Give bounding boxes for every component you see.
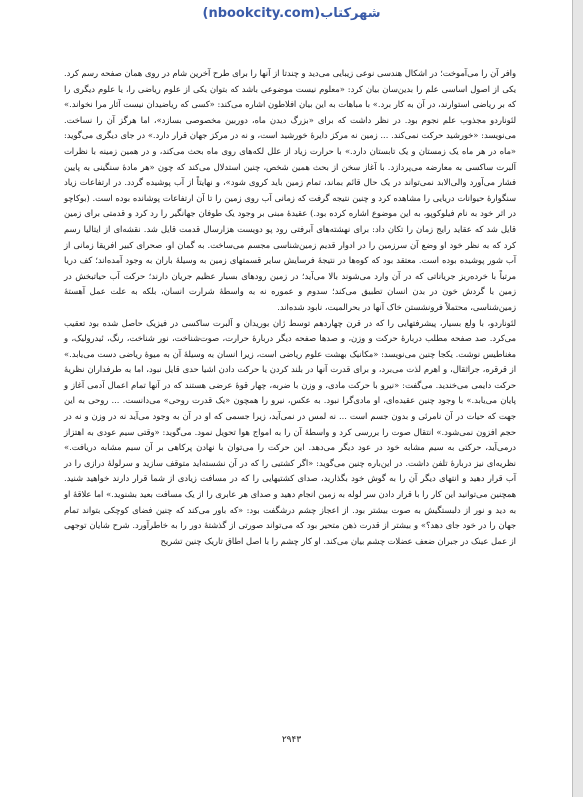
page-number: ۲۹۴۳ <box>281 735 302 745</box>
body-text <box>64 66 516 549</box>
site-watermark-link[interactable]: (nbookcity.com)شهرکتاب <box>202 6 381 21</box>
page-edge-border <box>572 0 583 797</box>
paragraph: وافر آن را می‌آموخت؛ در اشکال هندسی نوعی زیبایی می‌دید و چندتا از آنها را برای طرح آخرین شام در روی همان صفحه رسم کرد. یکی از اصول اساسی علم را بدین‌سان بیان کرد: «معلوم نیست موضوعی باشد که بتوان یکی از علوم ریاضی را، یا علوم دیگری را که بر ریاضی استوارند، در آن به کار برد.» با مباهات به این بیان افلاطون اشاره می‌کند: «کسی که ریاضیدان نیست آثار مرا نخواند.» لئوناردو مجذوب علم نجوم بود. در نظر داشت که برای «بزرگ دیدن ماه، دوربین مخصوصی بسازد»، اما هرگز آن را نساخت. می‌نویسد: «خورشید حرکت نمی‌کند. ... زمین نه مرکز دایرهٔ خورشید است، و نه در مرکز جهان قرار دارد.» در جای دیگری می‌گوید: «ماه در هر ماه یک زمستان و یک تابستان دارد.» با حرارت زیاد از علل لکه‌های روی ماه بحث می‌کند، و در همین زمینه با نظرات آلبرت ساکسی به معارضه می‌پردازد. با آغاز سخن از بحث همین شخص، چنین استدلال می‌کند که چون «هر مادهٔ سنگینی به پایین فشار می‌آورد والی‌الابد نمی‌تواند در یک حال قائم بماند، تمام زمین باید کروی شود»، و نهایتاً از آب پوشیده گردد. در ارتفاعات زیاد سنگوارهٔ حیوانات دریایی را مشاهده کرد و چنین نتیجه گرفت که زمانی آب روی زمین را تا آن ارتفاعات پوشانده بوده است. (بوکاچو در اثر خود به نام فیلوکوپو، به این موضوع اشاره کرده بود.) عقیدهٔ مبنی بر وجود یک طوفان جهانگیر را رد کرد و قدمتی برای زمین قایل شد که عقاید رایج زمان را تکان داد: برای نهشته‌های آبرفتی رود پو دویست هزارسال قدمت قایل شد. نقشه‌ای از ایتالیا رسم کرد که به نظر خود او وضع آن سرزمین را در ادوار قدیم زمین‌شناسی مجسم می‌ساخت. به گمان او، صحرای کبیر افریقا زمانی از آب شور پوشیده بوده است. معتقد بود که کوه‌ها در نتیجهٔ فرسایش سایر قسمتهای زمین به وسیلهٔ باران به وجود آمده‌اند؛ کف دریا مرتباً با خرده‌ریز جریاناتی که در آن وارد می‌شوند بالا می‌آید؛ در زمین رودهای بسیار عظیم جریان دارند؛ حرکت آب حیاتبخش در زمین با گردش خون در بدن انسان تطبیق می‌کند؛ سدوم و عموره نه به واسطهٔ شرارت انسان، بلکه به علت عمل آهستهٔ زمین‌شناسی، محتملاً فرونشستن خاک آنها در بحرالمیت، نابود شده‌اند. <box>64 68 516 312</box>
paragraph: لئوناردو، با ولع بسیار، پیشرفتهایی را که در قرن چهاردهم توسط ژان بوریدان و آلبرت ساکسی در فیزیک حاصل شده بود تعقیب می‌کرد. صد صفحه مطلب دربارهٔ حرکت و وزن، و صدها صفحه دیگر دربارهٔ حرارت، صوت‌شناخت، نور شناخت، رنگ، ئیدرولیک، و مغناطیس نوشت. یکجا چنین می‌نویسد: «مکانیک بهشت علوم ریاضی است، زیرا انسان به وسیلهٔ آن به میوهٔ ریاضی دست می‌یابد.» از قرقره، جراثقال، و اهرم لذت می‌برد، و برای قدرت آنها در بلند کردن یا حرکت دادن اشیا حدی قایل نبود، اما به طرفداران نظریهٔ حرکت دایمی می‌خندید. می‌گفت: «نیرو با حرکت مادی، و وزن با ضربه، چهار قوهٔ عرضی هستند که در آنها تمام اعمال آدمی آغاز و پایان می‌یابد.» با وجود چنین عقیده‌ای، او مادی‌گرا نبود. به عکس، نیرو را همچون «یک قدرت روحی» می‌دانست. ... روحی به این جهت که حیات در آن نامرئی و بدون جسم است ... نه لمس در نمی‌آید، زیرا جسمی که او در آن به وجود می‌آید نه در وزن و نه در حجم افزون نمی‌شود.» انتقال صوت را بررسی کرد و واسطهٔ آن را به امواج هوا تحویل نمود. می‌گوید: «وقتی سیم عودی به اهتزاز درمی‌آید، حرکتی به سیم مشابه خود در عود دیگر می‌دهد. این حرکت را می‌توان با نهادن پرکاهی بر آن سیم مشابه دریافت.» نظریه‌ای نیز دربارهٔ تلفن داشت. در این‌باره چنین می‌گوید: «اگر کشتیی را که در آن نشسته‌اید متوقف سازید و سرلولهٔ درازی را در آب قرار دهید و انتهای دیگر آن را به گوش خود بگذارید، صدای کشتیهایی را که در مسافت زیادی از شما قرار دارند خواهید شنید. همچنین می‌توانید این کار را با قرار دادن سر لوله به زمین انجام دهید و صدای هر عابری را از یک مسافت بعید بشنوید.» اما علاقهٔ او به دید و نور از دلبستگیش به صوت بیشتر بود. از اعجاز چشم درشگفت بود: «که باور می‌کند که چنین فضای کوچکی بتواند تمام جهان را در خود جای دهد؟» و بیشتر از قدرت ذهن متحیر بود که می‌تواند صورتی از گذشتهٔ دور را به خاطرآورد. شرح شایان توجهی از عمل عینک در جبران ضعف عضلات چشم بیان می‌کند. او کار چشم را با اصل اطاق تاریک چنین تشریح <box>64 317 516 546</box>
